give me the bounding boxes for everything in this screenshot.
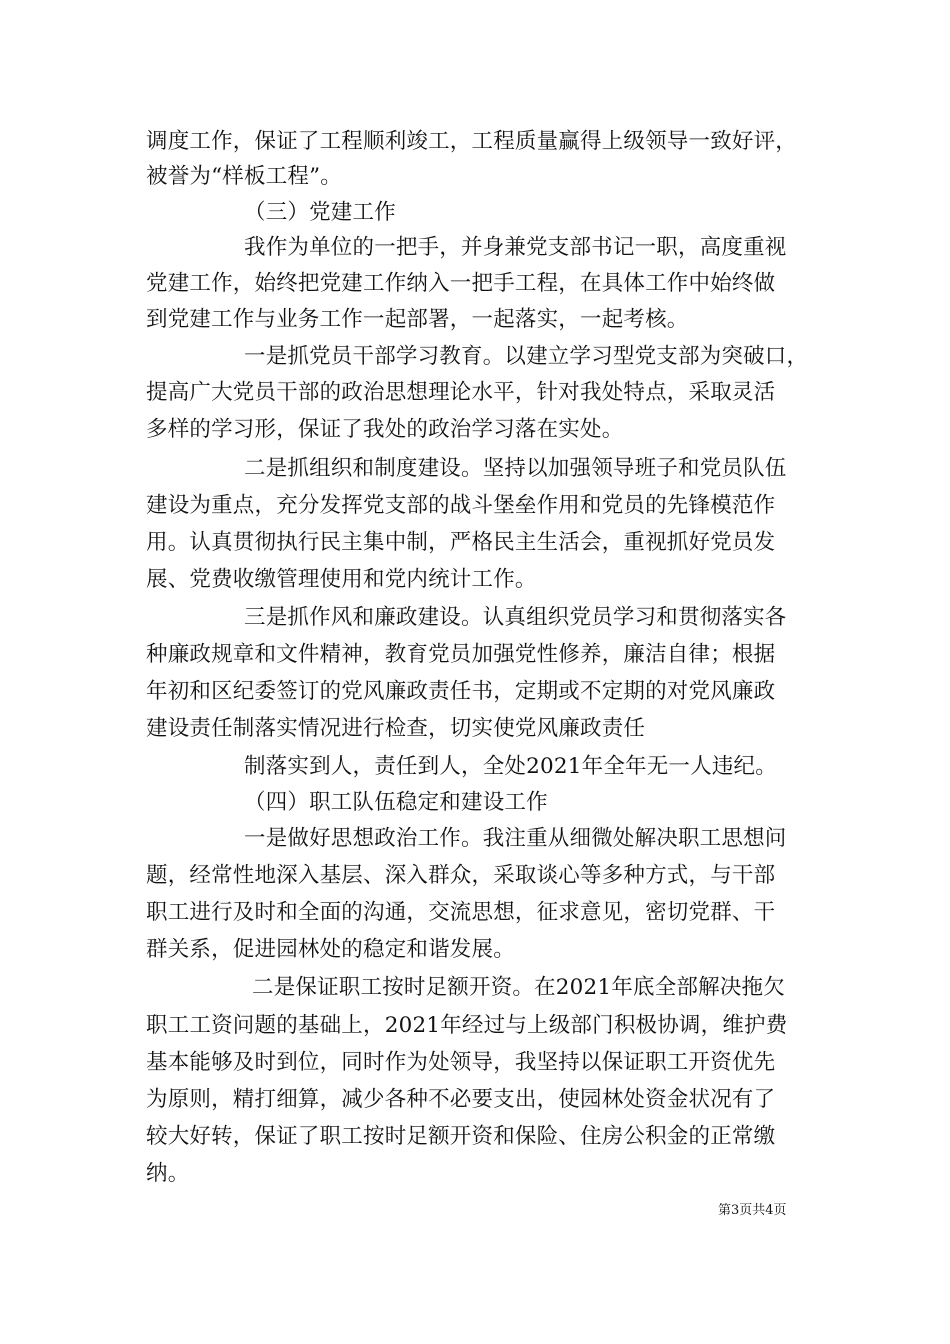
page-number: 第3页共4页 [718,1203,787,1218]
text-line: 制落实到人，责任到人，全处2021年全年无一人违纪。 [244,754,777,779]
text-line: 基本能够及时到位，同时作为处领导，我坚持以保证职工开资优先 [146,1050,776,1075]
text-line: 年初和区纪委签订的党风廉政责任书，定期或不定期的对党风廉政 [146,679,776,704]
section-heading: （四）职工队伍稳定和建设工作 [244,790,548,815]
text-line: 提高广大党员干部的政治思想理论水平，针对我处特点，采取灵活 [146,380,776,405]
text-line: 题，经常性地深入基层、深入群众，采取谈心等多种方式，与干部 [146,863,776,888]
text-line: 较大好转，保证了职工按时足额开资和保险、住房公积金的正常缴 [146,1124,776,1149]
text-line: 到党建工作与业务工作一起部署，一起落实，一起考核。 [146,307,689,332]
text-line: 用。认真贯彻执行民主集中制，严格民主生活会，重视抓好党员发 [146,530,776,555]
text-line: 展、党费收缴管理使用和党内统计工作。 [146,567,537,592]
text-line: 纳。 [146,1161,190,1186]
text-line: 种廉政规章和文件精神，教育党员加强党性修养，廉洁自律；根据 [146,642,776,667]
text-line: 职工进行及时和全面的沟通，交流思想，征求意见，密切党群、干 [146,900,776,925]
text-line: 群关系，促进园林处的稳定和谐发展。 [146,937,515,962]
text-line: 多样的学习形，保证了我处的政治学习落在实处。 [146,417,624,442]
text-line: 调度工作，保证了工程顺利竣工，工程质量赢得上级领导一致好评， [146,129,798,154]
text-line: 我作为单位的一把手，并身兼党支部书记一职，高度重视 [244,235,787,260]
text-line: 一是做好思想政治工作。我注重从细微处解决职工思想问 [244,826,787,851]
section-heading: （三）党建工作 [244,200,396,225]
text-line: 职工工资问题的基础上，2021年经过与上级部门积极协调，维护费 [146,1013,788,1038]
text-line: 三是抓作风和廉政建设。认真组织党员学习和贯彻落实各 [244,605,787,630]
text-line: 二是保证职工按时足额开资。在2021年底全部解决拖欠 [252,975,785,1000]
text-line: 被誉为“样板工程”。 [146,164,342,189]
text-line: 一是抓党员干部学习教育。以建立学习型党支部为突破口， [244,344,809,369]
text-line: 为原则，精打细算，减少各种不必要支出，使园林处资金状况有了 [146,1087,776,1112]
text-line: 建设为重点，充分发挥党支部的战斗堡垒作用和党员的先锋模范作 [146,493,776,518]
text-line: 二是抓组织和制度建设。坚持以加强领导班子和党员队伍 [244,456,787,481]
text-line: 建设责任制落实情况进行检查，切实使党风廉政责任 [146,716,646,741]
text-line: 党建工作，始终把党建工作纳入一把手工程，在具体工作中始终做 [146,271,776,296]
